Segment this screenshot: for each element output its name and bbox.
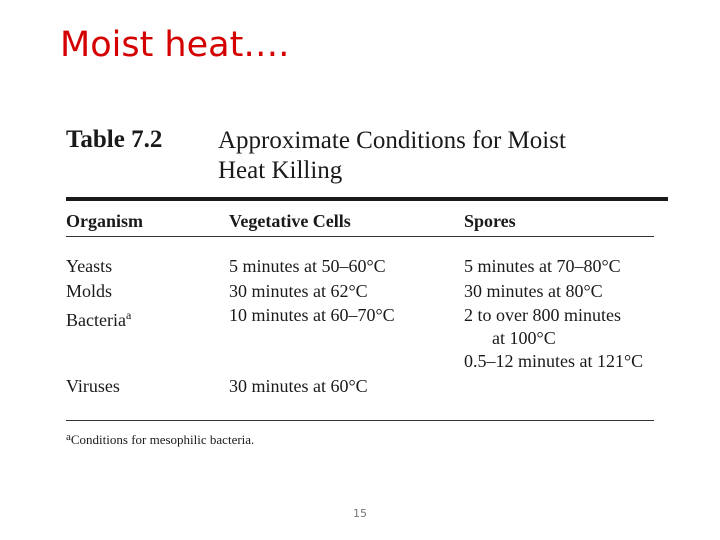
cell-organism-viruses: Viruses: [66, 376, 120, 396]
footnote-mark: a: [66, 431, 71, 443]
cell-vegetative-yeasts: 5 minutes at 50–60°C: [229, 256, 386, 276]
cell-vegetative-viruses: 30 minutes at 60°C: [229, 376, 368, 396]
cell-organism-molds: Molds: [66, 281, 113, 301]
cell-spores-molds: 30 minutes at 80°C: [464, 281, 603, 301]
cell-spores-bacteria-continued: at 100°C: [492, 328, 556, 348]
cell-spores-bacteria: 2 to over 800 minutes: [464, 305, 621, 325]
table-caption-line-2: Heat Killing: [218, 157, 343, 184]
table-caption-line-1: Approximate Conditions for Moist: [218, 127, 566, 154]
table-caption: [218, 126, 658, 186]
cell-organism-bacteria: [66, 303, 131, 332]
column-header-vegetative-cells: Vegetative Cells: [229, 211, 351, 231]
cell-organism-yeasts: Yeasts: [66, 256, 113, 276]
page-number: 15: [353, 507, 367, 520]
header-rule: [66, 236, 654, 237]
bacteria-label: Bacteria: [66, 310, 126, 330]
cell-spores-yeasts: 5 minutes at 70–80°C: [464, 256, 621, 276]
column-header-spores: Spores: [464, 211, 516, 231]
footnote-text: Conditions for mesophilic bacteria.: [70, 432, 255, 447]
table-top-rule: [66, 197, 668, 201]
bacteria-footnote-mark: a: [125, 308, 132, 322]
table-bottom-rule: [66, 420, 654, 421]
table-number: Table 7.2: [66, 126, 163, 153]
cell-spores-bacteria-extra: 0.5–12 minutes at 121°C: [464, 351, 644, 371]
table-footnote: [66, 428, 254, 449]
slide-title: Moist heat….: [60, 25, 290, 65]
column-header-organism: Organism: [66, 211, 144, 231]
cell-vegetative-molds: 30 minutes at 62°C: [229, 281, 368, 301]
cell-vegetative-bacteria: 10 minutes at 60–70°C: [229, 305, 395, 325]
table-header: [66, 126, 666, 188]
